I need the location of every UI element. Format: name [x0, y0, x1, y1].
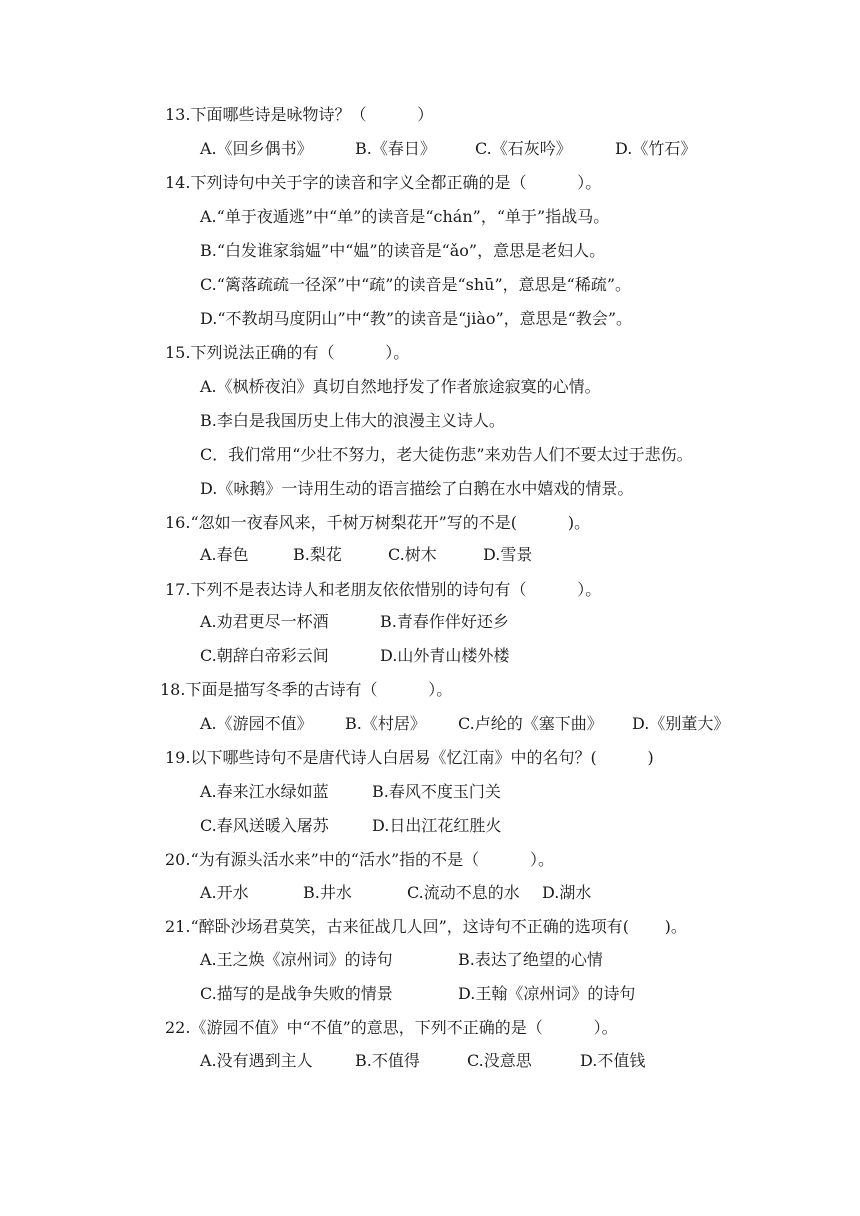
question-18-option-c: C.卢纶的《塞下曲》 — [458, 714, 603, 733]
question-19-option-a: A.春来江水绿如蓝 — [200, 782, 329, 801]
question-14-option-c: C.“篱落疏疏一径深”中“疏”的读音是“shū”，意思是“稀疏”。 — [200, 275, 632, 294]
question-21-option-a: A.王之焕《凉州词》的诗句 — [200, 950, 393, 969]
question-18-option-a: A.《游园不值》 — [200, 714, 313, 733]
question-16-option-d: D.雪景 — [483, 545, 533, 564]
question-13-stem: 13.下面哪些诗是咏物诗？（ ） — [165, 105, 434, 124]
question-17-stem: 17.下列不是表达诗人和老朋友依依惜别的诗句有（ ）。 — [165, 580, 602, 599]
question-13-option-b: B.《春日》 — [355, 139, 436, 158]
question-20-option-c: C.流动不息的水 — [407, 883, 520, 902]
question-14-stem: 14.下列诗句中关于字的读音和字义全都正确的是（ ）。 — [165, 173, 602, 192]
question-14-option-d: D.“不教胡马度阴山”中“教”的读音是“jiào”，意思是“教会”。 — [200, 309, 633, 328]
question-13-option-a: A.《回乡偶书》 — [200, 139, 313, 158]
question-14-option-a: A.“单于夜遁逃”中“单”的读音是“chán”，“单于”指战马。 — [200, 207, 610, 226]
question-22-option-b: B.不值得 — [355, 1051, 420, 1070]
question-13-option-c: C.《石灰吟》 — [475, 139, 572, 158]
question-14-option-b: B.“白发谁家翁媪”中“媪”的读音是“ǎo”，意思是老妇人。 — [200, 241, 606, 260]
question-15-option-d: D.《咏鹅》一诗用生动的语言描绘了白鹅在水中嬉戏的情景。 — [200, 479, 634, 498]
question-21-option-d: D.王翰《凉州词》的诗句 — [458, 984, 636, 1003]
question-15-stem: 15.下列说法正确的有（ ）。 — [165, 343, 410, 362]
question-19-stem: 19.以下哪些诗句不是唐代诗人白居易《忆江南》中的名句？( ) — [165, 748, 654, 767]
question-16-option-a: A.春色 — [200, 545, 249, 564]
question-21-stem: 21.“醉卧沙场君莫笑，古来征战几人回”，这诗句不正确的选项有( )。 — [165, 917, 687, 936]
question-22-option-a: A.没有遇到主人 — [200, 1051, 313, 1070]
question-17-option-c: C.朝辞白帝彩云间 — [200, 646, 329, 665]
question-16-option-b: B.梨花 — [293, 545, 342, 564]
question-19-option-d: D.日出江花红胜火 — [372, 816, 502, 835]
question-16-stem: 16.“忽如一夜春风来，千树万树梨花开”写的不是( )。 — [165, 513, 591, 532]
question-18-option-d: D.《别董大》 — [632, 714, 730, 733]
question-20-option-d: D.湖水 — [542, 883, 592, 902]
question-22-stem: 22.《游园不值》中“不值”的意思，下列不正确的是（ ）。 — [165, 1018, 618, 1037]
question-17-option-a: A.劝君更尽一杯酒 — [200, 612, 329, 631]
question-20-option-b: B.井水 — [303, 883, 352, 902]
question-19-option-c: C.春风送暖入屠苏 — [200, 816, 329, 835]
question-13-option-d: D.《竹石》 — [615, 139, 697, 158]
question-15-option-b: B.李白是我国历史上伟大的浪漫主义诗人。 — [200, 411, 505, 430]
question-21-option-c: C.描写的是战争失败的情景 — [200, 984, 393, 1003]
question-17-option-b: B.青春作伴好还乡 — [380, 612, 509, 631]
question-22-option-c: C.没意思 — [467, 1051, 532, 1070]
question-22-option-d: D.不值钱 — [580, 1051, 646, 1070]
question-21-option-b: B.表达了绝望的心情 — [458, 950, 603, 969]
question-20-option-a: A.开水 — [200, 883, 249, 902]
question-17-option-d: D.山外青山楼外楼 — [380, 646, 510, 665]
question-19-option-b: B.春风不度玉门关 — [372, 782, 501, 801]
question-16-option-c: C.树木 — [388, 545, 437, 564]
question-15-option-a: A.《枫桥夜泊》真切自然地抒发了作者旅途寂寞的心情。 — [200, 377, 601, 396]
question-18-option-b: B.《村居》 — [345, 714, 426, 733]
question-15-option-c: C．我们常用“少壮不努力，老大徒伤悲”来劝告人们不要太过于悲伤。 — [200, 445, 693, 464]
question-18-stem: 18.下面是描写冬季的古诗有（ ）。 — [160, 680, 453, 699]
question-20-stem: 20.“为有源头活水来”中的“活水”指的不是（ ）。 — [165, 850, 555, 869]
